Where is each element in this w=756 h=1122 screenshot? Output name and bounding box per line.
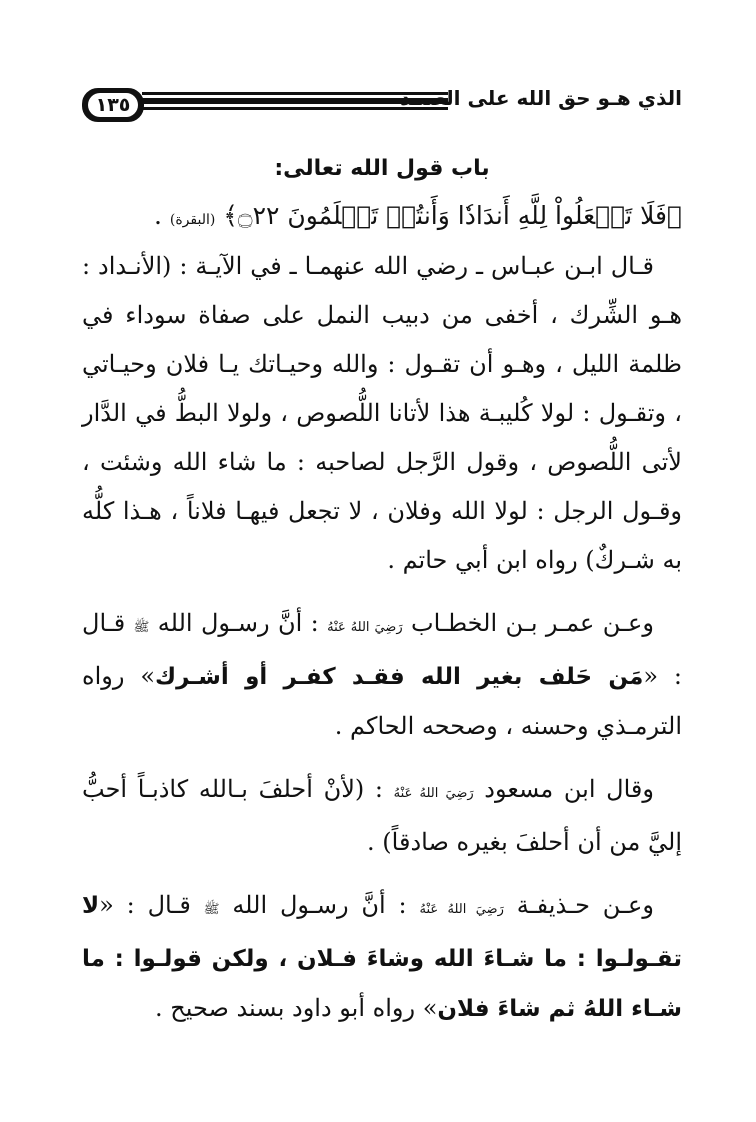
hadith-text: مَن حَلف بغير الله فقـد كفـر أو أشـرك xyxy=(155,664,644,690)
page-number: ١٣٥ xyxy=(88,93,139,117)
honorific: رَضِيَ اللهُ عَنْهُ xyxy=(327,620,403,635)
verse-text: ﴿فَلَا تَجۡعَلُواْ لِلَّهِ أَندَادٗا وَأَنتُمۡ تَعۡلَمُونَ ۝٢٢﴾ xyxy=(223,201,682,230)
running-title xyxy=(400,86,682,110)
paragraph-umar: وعـن عمـر بـن الخطـاب رَضِيَ اللهُ عَنْهُ : أنَّ رسـول الله ﷺ قـال : «مَن حَلف بغير الله فقـد كفـر أو أشـرك» رواه الترمـذي وحسنه ، وصححه الحاكم . xyxy=(82,609,683,740)
honorific-prophet: ﷺ xyxy=(133,620,150,635)
paragraph-hudhayfa: وعـن حـذيفـة رَضِيَ اللهُ عَنْهُ : أنَّ رسـول الله ﷺ قـال : «لا تقـولـوا : ما شـاءَ الله وشاءَ فـلان ، ولكن قولـوا : ما شـاء اللهُ ثم شاءَ فلان» رواه أبو داود بسند صحيح . xyxy=(82,891,682,1022)
chapter-title: باب قول الله تعالى: xyxy=(274,156,490,181)
page-header xyxy=(82,86,682,124)
page-body xyxy=(82,152,682,1034)
honorific: رَضِيَ اللهُ عَنْهُ xyxy=(393,786,474,801)
quran-verse: ﴿فَلَا تَجۡعَلُواْ لِلَّهِ أَندَادٗا وَأَنتُمۡ تَعۡلَمُونَ ۝٢٢﴾ (البقرة) . xyxy=(153,201,682,230)
paragraph-ibn-masud: وقال ابن مسعود رَضِيَ اللهُ عَنْهُ : (لأنْ أحلفَ بـالله كاذبـاً أحبُّ إليَّ من أن أحلفَ بغيره صادقاً) . xyxy=(82,775,682,856)
hadith-text: لا تقـولـوا : ما شـاءَ الله وشاءَ فـلان ، ولكن قولـوا : ما شـاء اللهُ ثم شاءَ فلان xyxy=(82,893,682,1022)
honorific: رَضِيَ اللهُ عَنْهُ xyxy=(419,902,504,917)
honorific-prophet: ﷺ xyxy=(203,902,220,917)
verse-reference: (البقرة) xyxy=(169,212,216,228)
page-number-badge xyxy=(82,88,144,122)
paragraph-ibn-abbas: قـال ابـن عبـاس ـ رضي الله عنهمـا ـ في الآيـة : (الأنـداد : هـو الشِّرك ، أخفى من دبيب النمل على صفاة سوداء في ظلمة الليل ، وهـو أن تقـول : والله وحيـاتك يـا فلان وحيـاتي ، وتقـول : لولا كُليبـة هذا لأتانا اللُّصوص ، ولولا البطُّ في الدَّار لأتى اللُّصوص ، وقول الرَّجل لصاحبه : ما شاء الله وشئت ، وقـول الرجل : لولا الله وفلان ، لا تجعل فيهـا فلاناً ، هـذا كلُّه به شـركٌ) رواه ابن أبي حاتم . xyxy=(82,252,682,574)
running-title-text: الذي هـو حق الله على العبيـد xyxy=(400,86,682,110)
